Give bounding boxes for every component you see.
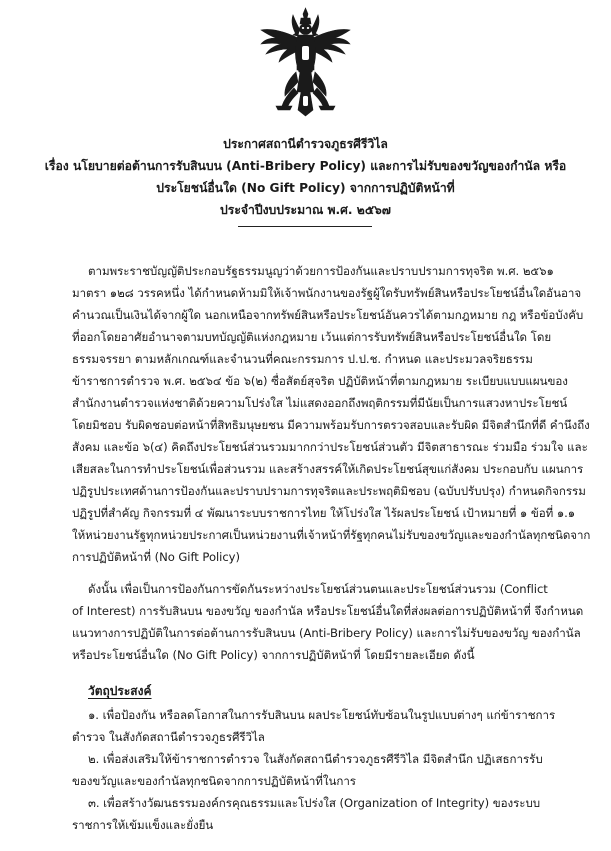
paragraph-line: of Interest) การรับสินบน ของขวัญ ของกำนัล หรือประโยชน์อื่นใดที่ส่งผลต่อการปฏิบัติหน้าที่ จึงกำหนด [72,604,584,618]
objective-item: ของขวัญและของกำนัลทุกชนิดจากการปฏิบัติหน้าที่ในการ [72,774,356,788]
subject-line-1: เรื่อง นโยบายต่อต้านการรับสินบน (Anti-Bribery Policy) และการไม่รับของขวัญของกำนัล หรือ [44,159,567,173]
objective-item: ตำรวจ ในสังกัดสถานีตำรวจภูธรศีรีวิไล [72,730,265,744]
paragraph-line: มาตรา ๑๒๘ วรรคหนึ่ง ได้กำหนดห้ามมิให้เจ้าพนักงานของรัฐผู้ใดรับทรัพย์สินหรือประโยชน์อื่นใดอันอาจ [72,286,582,300]
objectives-heading: วัตถุประสงค์ [88,684,152,698]
paragraph-line: ตามพระราชบัญญัติประกอบรัฐธรรมนูญว่าด้วยการป้องกันและปราบปรามการทุจริต พ.ศ. ๒๕๖๑ [88,264,554,278]
paragraph-line: โดยมิชอบ รับผิดชอบต่อหน้าที่สิทธิมนุษยชน มีความพร้อมรับการตรวจสอบและรับผิด มีจิตสำนึกที่ดี คำนึงถึง [72,418,590,432]
paragraph-line: หรือประโยชน์อื่นใด (No Gift Policy) จากการปฏิบัติหน้าที่ โดยมีรายละเอียด ดังนี้ [72,648,475,662]
paragraph-line: ธรรมจรรยา ตามหลักเกณฑ์และจำนวนที่คณะกรรมการ ป.ป.ช. กำหนด และประมวลจริยธรรม [72,352,533,366]
objective-item: ๑. เพื่อป้องกัน หรือลดโอกาสในการรับสินบน ผลประโยชน์ทับซ้อนในรูปแบบต่างๆ แก่ข้าราชการ [88,708,556,722]
paragraph-line: ข้าราชการตำรวจ พ.ศ. ๒๕๖๔ ข้อ ๖(๒) ซื่อสัตย์สุจริต ปฏิบัติหน้าที่ตามกฎหมาย ระเบียบแบบแผนของ [72,374,568,388]
paragraph-line: เสียสละในการทำประโยชน์เพื่อส่วนรวม และสร้างสรรค์ให้เกิดประโยชน์สุขแก่สังคม ประกอบกับ แผนการ [72,462,584,476]
paragraph-line: ปฏิรูปประเทศด้านการป้องกันและปราบปรามการทุจริตและประพฤติมิชอบ (ฉบับปรับปรุง) กำหนดกิจกรรม [72,484,586,498]
paragraph-line: ดังนั้น เพื่อเป็นการป้องกันการขัดกันระหว่างประโยชน์ส่วนตนและประโยชน์ส่วนรวม (Conflict [88,582,548,596]
garuda-emblem-icon [258,6,353,118]
objective-item: ๓. เพื่อสร้างวัฒนธรรมองค์กรคุณธรรมและโปร่งใส (Organization of Integrity) ของระบบ [88,796,541,810]
announcement-title: ประกาศสถานีตำรวจภูธรศีรีวิไล [223,137,388,151]
objective-item: ราชการให้เข้มแข็งและยั่งยืน [72,818,214,832]
fiscal-year-line: ประจำปีงบประมาณ พ.ศ. ๒๕๖๗ [220,203,391,217]
paragraph-line: ที่ออกโดยอาศัยอำนาจตามบทบัญญัติแห่งกฎหมาย เว้นแต่การรับทรัพย์สินหรือประโยชน์อื่นใด โดย [72,330,552,344]
paragraph-line: การปฏิบัติหน้าที่ (No Gift Policy) [72,550,240,564]
objective-item: ๒. เพื่อส่งเสริมให้ข้าราชการตำรวจ ในสังกัดสถานีตำรวจภูธรศีรีวิไล มีจิตสำนึก ปฏิเสธการรับ [88,752,543,766]
paragraph-line: สังคม และข้อ ๖(๔) คิดถึงประโยชน์ส่วนรวมมากกว่าประโยชน์ส่วนตัว มีจิตสาธารณะ ร่วมมือ ร่วมใจ และ [72,440,588,454]
paragraph-line: แนวทางการปฏิบัติในการต่อต้านการรับสินบน (Anti-Bribery Policy) และการไม่รับของขวัญ ของกำนัล [72,626,581,640]
subject-line-2: ประโยชน์อื่นใด (No Gift Policy) จากการปฏิบัติหน้าที่ [156,181,455,195]
paragraph-line: คำนวณเป็นเงินได้จากผู้ใด นอกเหนือจากทรัพย์สินหรือประโยชน์อันควรได้ตามกฎหมาย กฎ หรือข้อบังคับ [72,308,584,322]
paragraph-line: ให้หน่วยงานรัฐทุกหน่วยประกาศเป็นหน่วยงานที่เจ้าหน้าที่รัฐทุกคนไม่รับของขวัญและของกำนัลทุกชนิดจาก [72,528,591,542]
paragraph-line: สำนักงานตำรวจแห่งชาติด้วยความโปร่งใส ไม่แสดงออกถึงพฤติกรรมที่มีนัยเป็นการแสวงหาประโยชน์ [72,396,568,410]
paragraph-line: ปฏิรูปที่สำคัญ กิจกรรมที่ ๔ พัฒนาระบบราชการไทย ให้โปร่งใส ไร้ผลประโยชน์ เป้าหมายที่ ๑ ข้อที่ ๑.๑ [72,506,576,520]
title-divider [238,226,372,227]
